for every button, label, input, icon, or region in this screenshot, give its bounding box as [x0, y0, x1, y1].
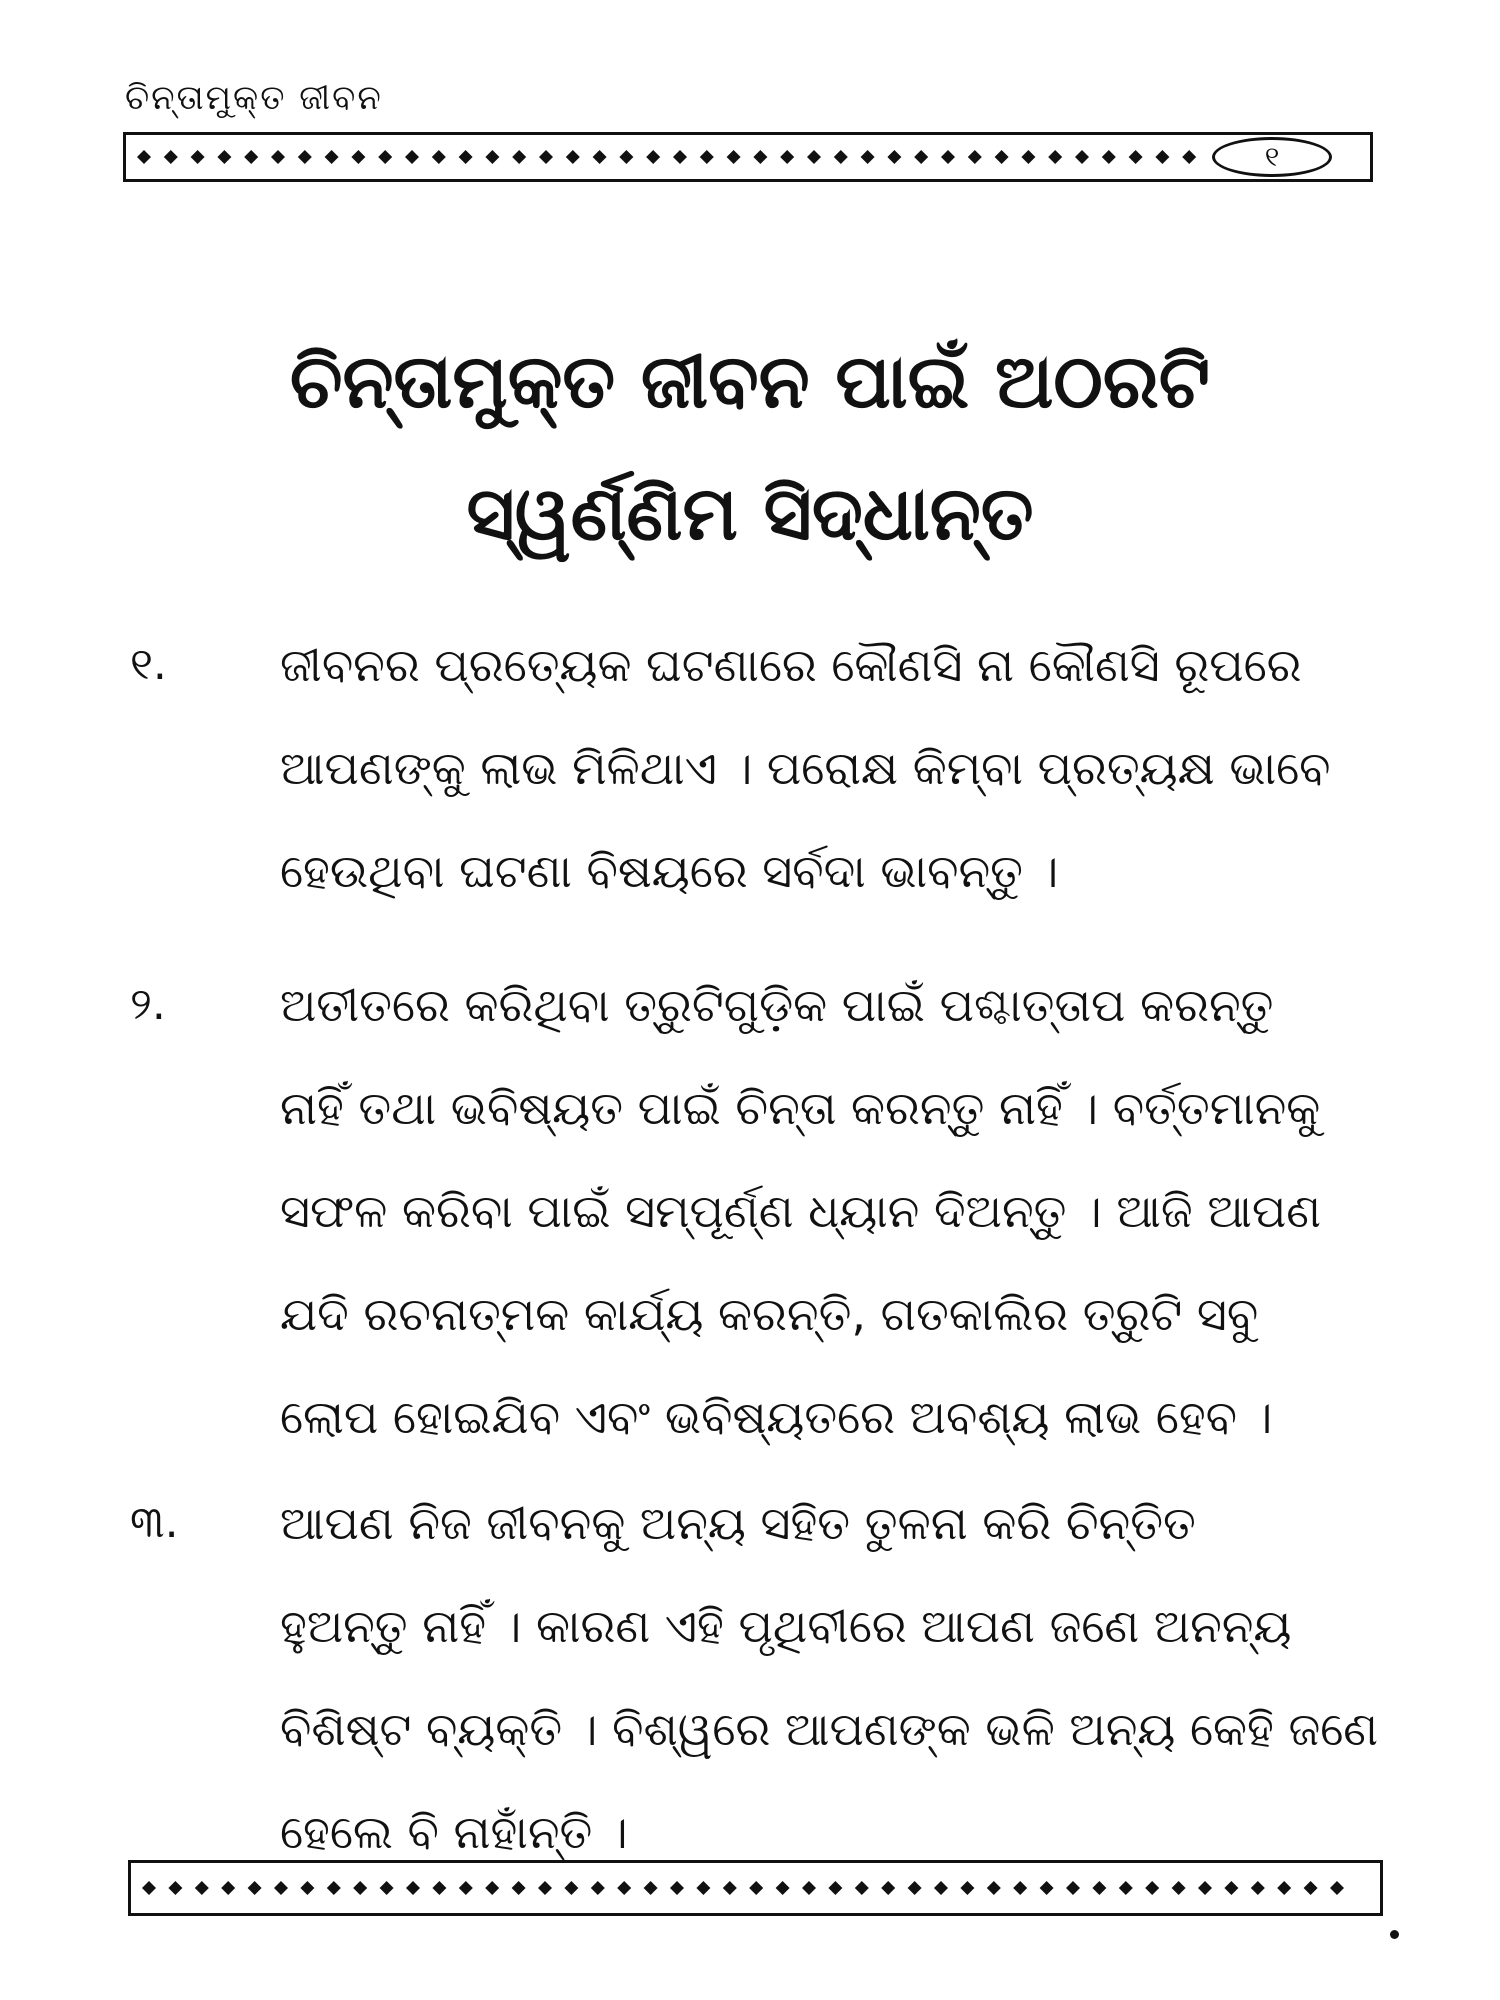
- diamond-ornament: [881, 1881, 895, 1895]
- diamond-ornament: [142, 1881, 156, 1895]
- diamond-ornament: [807, 150, 821, 164]
- principle-number: ୨.: [130, 979, 166, 1030]
- diamond-border-icon: [131, 1863, 1381, 1913]
- page-number: ୧: [1264, 140, 1280, 173]
- diamond-ornament: [191, 150, 205, 164]
- diamond-ornament: [1224, 1881, 1238, 1895]
- diamond-ornament: [485, 1881, 499, 1895]
- diamond-ornament: [934, 1881, 948, 1895]
- diamond-ornament: [221, 1881, 235, 1895]
- diamond-ornament: [274, 1881, 288, 1895]
- diamond-ornament: [244, 150, 258, 164]
- diamond-ornament: [1330, 1881, 1344, 1895]
- principle-text-line: ସଫଳ କରିବା ପାଇଁ ସମ୍ପୂର୍ଣ୍ଣ ଧ୍ୟାନ ଦିଅନ୍ତୁ । ଆଜି ଆପଣ: [280, 1184, 1322, 1238]
- principle-number: ୩.: [130, 1497, 179, 1548]
- diamond-ornament: [1277, 1881, 1291, 1895]
- diamond-ornament: [1172, 1881, 1186, 1895]
- diamond-ornament: [1145, 1881, 1159, 1895]
- diamond-ornament: [1092, 1881, 1106, 1895]
- diamond-ornament: [432, 150, 446, 164]
- diamond-ornament: [646, 150, 660, 164]
- page-title-line-2: ସ୍ୱର୍ଣ୍ଣିମ ସିଦ୍ଧାନ୍ତ: [466, 471, 1034, 557]
- diamond-ornament: [300, 1881, 314, 1895]
- page-title-line-1: ଚିନ୍ତାମୁକ୍ତ ଜୀବନ ପାଇଁ ଅଠରଟି: [289, 339, 1211, 425]
- diamond-ornament: [987, 1881, 1001, 1895]
- diamond-ornament: [828, 1881, 842, 1895]
- diamond-ornament: [700, 150, 714, 164]
- diamond-ornament: [217, 150, 231, 164]
- diamond-ornament: [591, 1881, 605, 1895]
- end-dot-icon: [1390, 1930, 1399, 1939]
- diamond-ornament: [780, 150, 794, 164]
- diamond-ornament: [1066, 1881, 1080, 1895]
- diamond-ornament: [1129, 150, 1143, 164]
- principle-text-line: ହେଉଥିବା ଘଟଣା ବିଷୟରେ ସର୍ବଦା ଭାବନ୍ତୁ ।: [280, 844, 1059, 898]
- diamond-ornament: [566, 150, 580, 164]
- diamond-ornament: [673, 150, 687, 164]
- diamond-ornament: [195, 1881, 209, 1895]
- diamond-ornament: [670, 1881, 684, 1895]
- principle-text-line: ବିଶିଷ୍ଟ ବ୍ୟକ୍ତି । ବିଶ୍ୱରେ ଆପଣଙ୍କ ଭଳି ଅନ୍ୟ କେହି ଜଣେ: [280, 1702, 1379, 1756]
- diamond-ornament: [995, 150, 1009, 164]
- diamond-ornament: [512, 1881, 526, 1895]
- running-title: ଚିନ୍ତାମୁକ୍ତ ଜୀବନ: [125, 78, 383, 118]
- diamond-ornament: [164, 150, 178, 164]
- diamond-ornament: [459, 150, 473, 164]
- diamond-ornament: [1198, 1881, 1212, 1895]
- diamond-ornament: [802, 1881, 816, 1895]
- diamond-ornament: [353, 1881, 367, 1895]
- diamond-ornament: [168, 1881, 182, 1895]
- diamond-ornament: [1040, 1881, 1054, 1895]
- diamond-ornament: [405, 150, 419, 164]
- diamond-ornament: [432, 1881, 446, 1895]
- principle-text-line: ହୁଅନ୍ତୁ ନାହିଁ । କାରଣ ଏହି ପୃଥିବୀରେ ଆପଣ ଜଣେ ଅନନ୍ୟ: [280, 1599, 1292, 1653]
- diamond-ornament: [887, 150, 901, 164]
- diamond-ornament: [1048, 150, 1062, 164]
- diamond-ornament: [1102, 150, 1116, 164]
- diamond-ornament: [776, 1881, 790, 1895]
- diamond-ornament: [1304, 1881, 1318, 1895]
- diamond-ornament: [727, 150, 741, 164]
- principle-text-line: ଆପଣ ନିଜ ଜୀବନକୁ ଅନ୍ୟ ସହିତ ତୁଳନା କରି ଚିନ୍ତିତ: [280, 1496, 1196, 1550]
- diamond-ornament: [968, 150, 982, 164]
- diamond-ornament: [459, 1881, 473, 1895]
- diamond-ornament: [1182, 150, 1196, 164]
- principle-number: ୧.: [130, 639, 167, 690]
- diamond-ornament: [941, 150, 955, 164]
- diamond-ornament: [351, 150, 365, 164]
- diamond-ornament: [914, 150, 928, 164]
- diamond-ornament: [593, 150, 607, 164]
- diamond-ornament: [861, 150, 875, 164]
- diamond-ornament: [908, 1881, 922, 1895]
- principle-text-line: ହେଲେ ବି ନାହାଁନ୍ତି ।: [280, 1805, 628, 1859]
- diamond-ornament: [960, 1881, 974, 1895]
- diamond-ornament: [834, 150, 848, 164]
- diamond-ornament: [298, 150, 312, 164]
- top-ornamental-border: [123, 132, 1373, 182]
- diamond-ornament: [248, 1881, 262, 1895]
- diamond-ornament: [539, 150, 553, 164]
- diamond-ornament: [619, 150, 633, 164]
- diamond-ornament: [1013, 1881, 1027, 1895]
- principle-text-line: ନାହିଁ ତଥା ଭବିଷ୍ୟତ ପାଇଁ ଚିନ୍ତା କରନ୍ତୁ ନାହିଁ । ବର୍ତ୍ତମାନକୁ: [280, 1081, 1321, 1135]
- page-number-oval: [1212, 137, 1332, 177]
- diamond-ornament: [137, 150, 151, 164]
- diamond-ornament: [325, 150, 339, 164]
- principle-text-line: ଆପଣଙ୍କୁ ଲାଭ ମିଳିଥାଏ । ପରୋକ୍ଷ କିମ୍ବା ପ୍ରତ୍ୟକ୍ଷ ଭାବେ: [280, 741, 1331, 795]
- diamond-ornament: [512, 150, 526, 164]
- principle-text-line: ଜୀବନର ପ୍ରତ୍ୟେକ ଘଟଣାରେ କୌଣସି ନା କୌଣସି ରୂପରେ: [280, 638, 1302, 692]
- diamond-ornament: [644, 1881, 658, 1895]
- diamond-ornament: [327, 1881, 341, 1895]
- diamond-border-icon: [126, 135, 1226, 179]
- diamond-ornament: [378, 150, 392, 164]
- diamond-ornament: [564, 1881, 578, 1895]
- principle-text-line: ଲୋପ ହୋଇଯିବ ଏବଂ ଭବିଷ୍ୟତରେ ଅବଶ୍ୟ ଲାଭ ହେବ ।: [280, 1390, 1273, 1444]
- diamond-ornament: [753, 150, 767, 164]
- diamond-ornament: [749, 1881, 763, 1895]
- diamond-ornament: [723, 1881, 737, 1895]
- bottom-ornamental-border: [128, 1860, 1383, 1916]
- diamond-ornament: [406, 1881, 420, 1895]
- diamond-ornament: [617, 1881, 631, 1895]
- diamond-ornament: [1155, 150, 1169, 164]
- diamond-ornament: [696, 1881, 710, 1895]
- diamond-ornament: [1119, 1881, 1133, 1895]
- diamond-ornament: [538, 1881, 552, 1895]
- diamond-ornament: [1021, 150, 1035, 164]
- diamond-ornament: [1251, 1881, 1265, 1895]
- principle-text-line: ଯଦି ରଚନାତ୍ମକ କାର୍ଯ୍ୟ କରନ୍ତି, ଗତକାଲିର ତ୍ରୁଟି ସବୁ: [280, 1287, 1259, 1341]
- diamond-ornament: [855, 1881, 869, 1895]
- diamond-ornament: [271, 150, 285, 164]
- principle-text-line: ଅତୀତରେ କରିଥିବା ତ୍ରୁଟିଗୁଡ଼ିକ ପାଇଁ ପଶ୍ଚାତ୍ତାପ କରନ୍ତୁ: [280, 978, 1274, 1032]
- diamond-ornament: [485, 150, 499, 164]
- diamond-ornament: [380, 1881, 394, 1895]
- diamond-ornament: [1075, 150, 1089, 164]
